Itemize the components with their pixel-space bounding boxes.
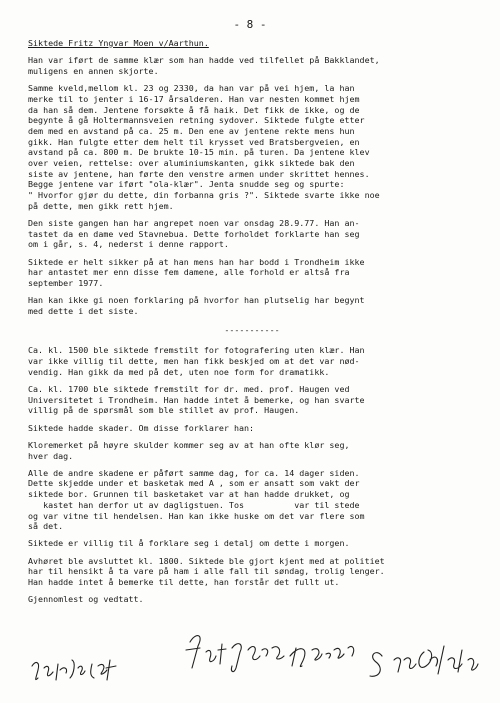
- paragraph: [28, 423, 476, 434]
- text-line: og var vitne til hendelsen. Han kan ikke huske om det var flere som: [28, 510, 365, 521]
- paragraph: [28, 257, 476, 289]
- text-line: Dette skjedde under et basketak med A , som er ansatt som vakt der: [28, 478, 360, 489]
- report-heading: [28, 38, 476, 49]
- paragraph: [28, 83, 476, 211]
- text-line: siktede bor. Grunnen til basketaket var at han hadde drukket, og: [28, 489, 350, 500]
- signature-area: [0, 620, 500, 700]
- paragraph: [28, 538, 476, 549]
- text-line: da han så dem. Jentene forsøkte å få haik. Det fikk de ikke, og de: [28, 104, 360, 115]
- text-line: Ca. kl. 1500 ble siktede fremstilt for fotografering uten klær. Han: [28, 345, 365, 356]
- paragraph-block-1: [28, 55, 476, 316]
- handwritten-signatures: [0, 620, 500, 700]
- text-line: har til hensikt å ta vare på ham i alle fall til søndag, trolig lenger.: [28, 566, 385, 577]
- paragraph: [28, 345, 476, 377]
- text-line: Kloremerket på høyre skulder kommer seg av at han ofte klør seg,: [28, 439, 350, 450]
- text-line: villig på de spørsmål som ble stillet av prof. Haugen.: [28, 405, 300, 416]
- text-line: gikk. Han fulgte etter dem helt til krysset ved Bratsbergveien, en: [28, 136, 360, 147]
- text-line: Begge jentene var iført "ola-klær". Jenta snudde seg og spurte:: [28, 179, 345, 190]
- text-line: Siktede hadde skader. Om disse forklarer han:: [28, 422, 255, 433]
- text-line: Han hadde intet å bemerke til dette, han forstår det fullt ut.: [28, 577, 340, 588]
- text-line: avstand på ca. 800 m. De brukte 10-15 min. på turen. Da jentene klev: [28, 147, 370, 158]
- text-line: Universitetet i Trondheim. Han hadde intet å bemerke, og han svarte: [28, 394, 365, 405]
- paragraph: [28, 556, 476, 588]
- text-line: Samme kveld,mellom kl. 23 og 2330, da han var på vei hjem, la han: [28, 83, 355, 94]
- text-line: " Hvorfor gjør du dette, din forbanna gris ?". Siktede svarte ikke noe: [28, 190, 380, 201]
- text-line: med dette i det siste.: [28, 305, 139, 316]
- text-line: har antastet mer enn disse fem damene, alle forhold er altså fra: [28, 267, 350, 278]
- text-line: var ikke villig til dette, men han fikk beskjed om at det var nød-: [28, 356, 360, 367]
- paragraph-block-2: [28, 345, 476, 605]
- paragraph: [28, 218, 476, 250]
- text-line: om i går, s. 4, nederst i denne rapport.: [28, 239, 229, 250]
- heading-line: Siktede Fritz Yngvar Moen v/Aarthun.: [28, 38, 209, 48]
- text-line: Siktede er villig til å forklare seg i detalj om dette i morgen.: [28, 538, 350, 549]
- text-line: september 1977.: [28, 278, 104, 289]
- text-line: dem med en avstand på ca. 25 m. Den ene av jentene rekte mens hun: [28, 125, 355, 136]
- section-separator: -----------: [224, 324, 280, 335]
- paragraph: [28, 384, 476, 416]
- text-line: Den siste gangen han har angrepet noen var onsdag 28.9.77. Han an-: [28, 218, 360, 229]
- text-line: vendig. Han gikk da med på det, uten noe form for dramatikk.: [28, 366, 330, 377]
- text-line: siste av jentene, han førte den venstre armen under skrittet hennes.: [28, 168, 370, 179]
- text-line: over veien, rettelse: over aluminiumskanten, gikk siktede bak den: [28, 158, 355, 169]
- text-line: merke til to jenter i 16-17 årsalderen. Han var nesten kommet hjem: [28, 93, 360, 104]
- text-line: Alle de andre skadene er påført samme dag, for ca. 14 dager siden.: [28, 467, 360, 478]
- text-line: Gjennomlest og vedtatt.: [28, 594, 144, 605]
- text-line: Han kan ikke gi noen forklaring på hvorfor han plutselig har begynt: [28, 295, 365, 306]
- text-line: tastet da en dame ved Stavnebua. Dette forholdet forklarte han seg: [28, 228, 360, 239]
- paragraph: [28, 440, 476, 461]
- text-line: kastet han derfor ut av dagligstuen. Tos var til stede: [28, 499, 360, 510]
- text-line: Siktede er helt sikker på at han mens han har bodd i Trondheim ikke: [28, 256, 365, 267]
- text-line: muligens en annen skjorte.: [28, 65, 159, 76]
- text-line: begynte å gå Holtermannsveien retning sydover. Siktede fulgte etter: [28, 115, 365, 126]
- text-line: på dette, men gikk rett hjem.: [28, 200, 174, 211]
- page-number: - 8 -: [233, 18, 267, 31]
- paragraph: [28, 468, 476, 532]
- text-line: Ca. kl. 1700 ble siktede fremstilt for dr. med. prof. Haugen ved: [28, 383, 350, 394]
- text-line: så det.: [28, 521, 64, 532]
- text-line: hver dag.: [28, 450, 74, 461]
- paragraph: [28, 594, 476, 605]
- text-line: Avhøret ble avsluttet kl. 1800. Siktede ble gjort kjent med at politiet: [28, 555, 385, 566]
- paragraph: [28, 295, 476, 316]
- report-body: [28, 38, 476, 611]
- text-line: Han var iført de samme klær som han hadde ved tilfellet på Bakklandet,: [28, 55, 380, 66]
- paragraph: [28, 55, 476, 76]
